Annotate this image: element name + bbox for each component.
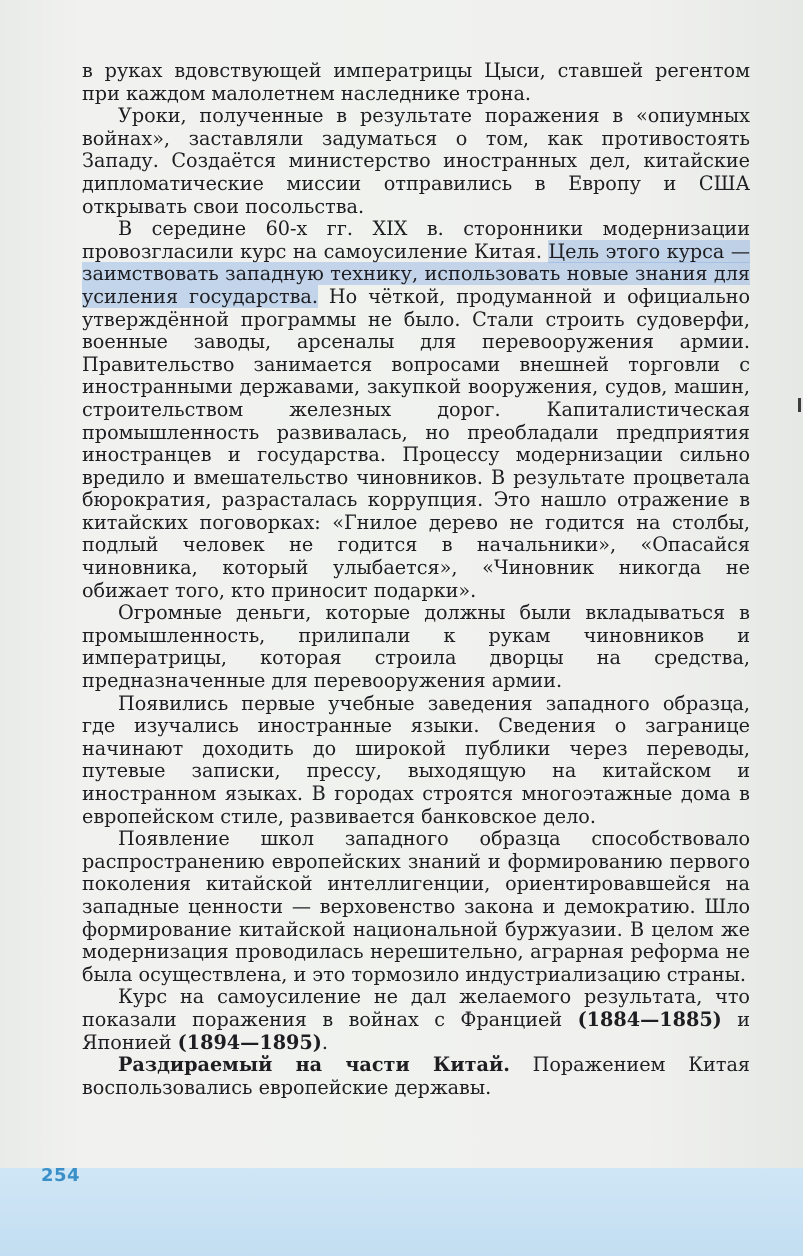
paragraph-2: Уроки, полученные в результате поражения в «опиумных войнах», заставляли задуматься о том, как противостоять Западу. Создаётся министерство иностранных дел, китайские дипломатические миссии отправились в Европу и США открывать свои посольства. [82,104,750,218]
date-japan-war: (1894—1895) [177,1030,322,1054]
paragraph-1: в руках вдовствующей императрицы Цыси, ставшей регентом при каждом малолетнем наследнике трона. [82,59,750,105]
page-number: 254 [41,1165,81,1186]
paragraph-5: Появились первые учебные заведения западного образца, где изучались иностранные языки. Сведения о загранице начинают доходить до широкой публики через переводы, путевые записки, прессу, выходящую на китайском и иностранном языках. В городах строятся многоэтажные дома в европейском стиле, развивается банковское дело. [82,691,750,828]
paragraph-3-rest: Но чёткой, продуманной и официально утверждённой программы не было. Стали строить судоверфи, военные заводы, арсеналы для перевооружения армии. Правительство занимается вопросами внешней торговли с иностранными державами, закупкой вооружения, судов, машин, строительством железных дорог. Капиталистическая промышленность развивалась, но преобладали предприятия иностранцев и государства. Процессу модернизации сильно вредило и вмешательство чиновников. В результате процветала бюрократия, разрасталась коррупция. Это нашло отражение в китайских поговорках: «Гнилое дерево не годится на столбы, подлый человек не годится в начальники», «Опасайся чиновника, который улыбается», «Чиновник никогда не обижает того, кто приносит подарки». [82,284,750,602]
paragraph-7 [82,986,750,1054]
margin-mark [798,398,801,412]
paragraph-4: Огромные деньги, которые должны были вкладываться в промышленность, прилипали к рукам чиновников и императрицы, которая строила дворцы на средства, предназначенные для перевооружения армии. [82,601,750,693]
date-france-war: (1884—1885) [577,1007,722,1031]
paragraph-6: Появление школ западного образца способствовало распространению европейских знаний и формированию первого поколения китайской интеллигенции, ориентировавшейся на западные ценности — верховенство закона и демократию. Шло формирование китайской национальной буржуазии. В целом же модернизация проводилась нерешительно, аграрная реформа не была осуществлена, и это тормозило индустриализацию страны. [82,827,750,986]
footer-band [0,1168,803,1256]
section-heading: Раздираемый на части Китай. [118,1053,510,1077]
highlighted-text: Цель этого курса — заимствовать западную технику, использовать новые знания для усиления государства. [82,239,751,308]
paragraph-8 [82,1054,750,1099]
paragraph-7-middle: и Японией [82,1007,750,1054]
paragraph-7-end: . [321,1030,328,1054]
main-text [82,60,750,1099]
paragraph-7-start: Курс на самоусиление не дал желаемого результата, что показали поражения в войнах с Францией [82,985,750,1031]
paragraph-8-text: Поражением Китая воспользовались европейские державы. [82,1053,750,1099]
paragraph-3-start: В середине 60-х гг. XIX в. сторонники модернизации провозгласили курс на самоусиление Китая. [82,217,750,263]
paragraph-3 [82,218,750,602]
